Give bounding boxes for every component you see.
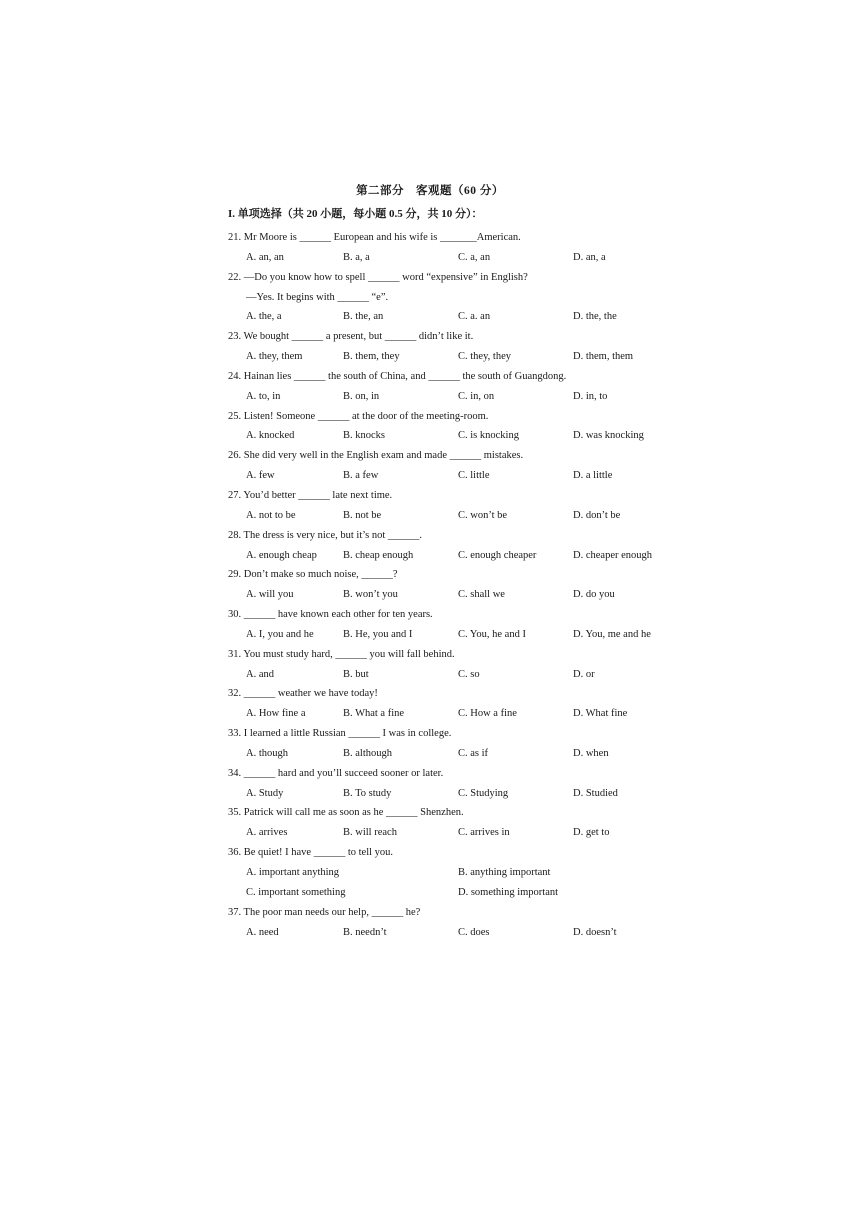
question-list bbox=[228, 228, 678, 942]
option-row bbox=[228, 863, 678, 883]
answer-option: C. You, he and I bbox=[458, 628, 526, 640]
question-item bbox=[228, 645, 678, 685]
answer-option: C. won’t be bbox=[458, 509, 508, 521]
answer-option: C. Studying bbox=[458, 787, 509, 799]
question-item bbox=[228, 605, 678, 645]
answer-option: C. they, they bbox=[458, 351, 511, 363]
question-stem: 30. ______ have known each other for ten years. bbox=[228, 609, 433, 621]
option-row bbox=[228, 387, 678, 407]
answer-option: B. What a fine bbox=[343, 708, 405, 720]
question-stem-continued: —Yes. It begins with ______ “e”. bbox=[246, 291, 389, 303]
question-item bbox=[228, 446, 678, 486]
answer-option: D. do you bbox=[573, 589, 615, 601]
answer-option: D. when bbox=[573, 747, 609, 759]
answer-option: C. a, an bbox=[458, 251, 491, 263]
answer-option: B. not be bbox=[343, 509, 382, 521]
answer-option: C. does bbox=[458, 926, 490, 938]
question-stem: 27. You’d better ______ late next time. bbox=[228, 489, 393, 501]
option-row bbox=[228, 625, 678, 645]
answer-option: A. and bbox=[246, 668, 274, 680]
section-heading: I. 单项选择（共 20 小题，每小题 0.5 分，共 10 分）： bbox=[228, 208, 483, 220]
question-stem: 33. I learned a little Russian ______ I was in college. bbox=[228, 728, 452, 740]
question-item bbox=[228, 903, 678, 943]
answer-option: A. arrives bbox=[246, 827, 288, 839]
option-row bbox=[228, 506, 678, 526]
question-stem: 34. ______ hard and you’ll succeed sooner or later. bbox=[228, 767, 444, 779]
question-stem: 25. Listen! Someone ______ at the door of the meeting-room. bbox=[228, 410, 489, 422]
answer-option: A. need bbox=[246, 926, 279, 938]
option-row bbox=[228, 347, 678, 367]
option-row bbox=[228, 744, 678, 764]
answer-option: B. He, you and I bbox=[343, 628, 413, 640]
question-item bbox=[228, 327, 678, 367]
question-stem: 37. The poor man needs our help, ______ he? bbox=[228, 906, 421, 918]
option-row bbox=[228, 307, 678, 327]
question-stem: 21. Mr Moore is ______ European and his wife is _______American. bbox=[228, 232, 521, 243]
question-item bbox=[228, 268, 678, 328]
answer-option: B. although bbox=[343, 747, 392, 759]
answer-option: B. them, they bbox=[343, 351, 400, 363]
answer-option: D. get to bbox=[573, 827, 610, 839]
answer-option: A. How fine a bbox=[246, 708, 306, 720]
answer-option: A. knocked bbox=[246, 430, 295, 442]
answer-option: C. important something bbox=[246, 886, 346, 898]
option-row bbox=[228, 426, 678, 446]
question-stem: 31. You must study hard, ______ you will fall behind. bbox=[228, 648, 455, 660]
question-stem: 23. We bought ______ a present, but ______ didn’t like it. bbox=[228, 331, 474, 343]
answer-option: A. important anything bbox=[246, 867, 340, 878]
question-item bbox=[228, 367, 678, 407]
question-item bbox=[228, 407, 678, 447]
answer-option: C. is knocking bbox=[458, 430, 519, 442]
answer-option: C. little bbox=[458, 470, 490, 482]
option-row bbox=[228, 585, 678, 605]
question-item bbox=[228, 803, 678, 843]
answer-option: C. arrives in bbox=[458, 827, 510, 839]
answer-option: C. How a fine bbox=[458, 708, 517, 720]
answer-option: B. cheap enough bbox=[343, 549, 414, 561]
answer-option: D. them, them bbox=[573, 351, 634, 363]
answer-option: C. in, on bbox=[458, 390, 495, 402]
answer-option: B. knocks bbox=[343, 430, 385, 442]
answer-option: D. an, a bbox=[573, 251, 606, 263]
option-row bbox=[228, 784, 678, 804]
answer-option: B. on, in bbox=[343, 390, 380, 402]
question-stem: 24. Hainan lies ______ the south of China, and ______ the south of Guangdong. bbox=[228, 370, 567, 382]
option-row bbox=[228, 466, 678, 486]
answer-option: D. a little bbox=[573, 470, 613, 482]
question-stem: 32. ______ weather we have today! bbox=[228, 688, 378, 700]
answer-option: D. Studied bbox=[573, 787, 618, 799]
answer-option: C. enough cheaper bbox=[458, 549, 537, 561]
question-stem: 28. The dress is very nice, but it’s not ______. bbox=[228, 529, 423, 541]
answer-option: D. don’t be bbox=[573, 509, 621, 521]
answer-option: A. the, a bbox=[246, 311, 282, 323]
answer-option: A. will you bbox=[246, 589, 294, 601]
option-row bbox=[228, 883, 678, 903]
answer-option: A. though bbox=[246, 747, 288, 759]
question-item bbox=[228, 843, 678, 903]
option-row bbox=[228, 923, 678, 943]
question-item bbox=[228, 764, 678, 804]
answer-option: A. they, them bbox=[246, 351, 303, 363]
question-stem: 29. Don’t make so much noise, ______? bbox=[228, 569, 398, 581]
question-item bbox=[228, 565, 678, 605]
answer-option: A. enough cheap bbox=[246, 549, 317, 561]
answer-option: A. I, you and he bbox=[246, 628, 314, 640]
option-row bbox=[228, 665, 678, 685]
question-item bbox=[228, 228, 678, 268]
answer-option: D. You, me and he bbox=[573, 628, 651, 640]
answer-option: D. the, the bbox=[573, 311, 617, 323]
answer-option: C. as if bbox=[458, 747, 489, 759]
answer-option: B. won’t you bbox=[343, 589, 398, 601]
answer-option: D. something important bbox=[458, 886, 559, 898]
answer-option: A. few bbox=[246, 470, 275, 482]
answer-option: A. Study bbox=[246, 787, 284, 799]
answer-option: C. shall we bbox=[458, 589, 505, 601]
option-row bbox=[228, 248, 678, 268]
question-item bbox=[228, 486, 678, 526]
answer-option: B. To study bbox=[343, 787, 392, 799]
question-item bbox=[228, 724, 678, 764]
page-title: 第二部分 客观题（60 分） bbox=[356, 185, 504, 197]
answer-option: B. anything important bbox=[458, 867, 551, 878]
answer-option: D. What fine bbox=[573, 708, 628, 720]
option-row bbox=[228, 823, 678, 843]
answer-option: B. a, a bbox=[343, 251, 370, 263]
answer-option: C. so bbox=[458, 668, 480, 680]
answer-option: B. but bbox=[343, 668, 369, 680]
option-row bbox=[228, 704, 678, 724]
answer-option: D. cheaper enough bbox=[573, 549, 653, 561]
answer-option: D. in, to bbox=[573, 390, 608, 402]
answer-option: D. doesn’t bbox=[573, 926, 617, 938]
question-stem: 36. Be quiet! I have ______ to tell you. bbox=[228, 847, 394, 859]
answer-option: A. to, in bbox=[246, 390, 281, 402]
answer-option: A. an, an bbox=[246, 251, 284, 263]
question-item bbox=[228, 684, 678, 724]
answer-option: C. a. an bbox=[458, 311, 491, 323]
answer-option: B. the, an bbox=[343, 311, 384, 323]
question-stem: 22. —Do you know how to spell ______ word “expensive” in English? bbox=[228, 271, 528, 283]
question-item bbox=[228, 526, 678, 566]
answer-option: A. not to be bbox=[246, 509, 296, 521]
answer-option: B. a few bbox=[343, 470, 379, 482]
question-stem: 35. Patrick will call me as soon as he ______ Shenzhen. bbox=[228, 807, 464, 819]
answer-option: B. needn’t bbox=[343, 926, 387, 938]
option-row bbox=[228, 546, 678, 566]
answer-option: D. or bbox=[573, 668, 595, 680]
answer-option: D. was knocking bbox=[573, 430, 644, 442]
answer-option: B. will reach bbox=[343, 827, 397, 839]
question-stem: 26. She did very well in the English exam and made ______ mistakes. bbox=[228, 450, 524, 462]
